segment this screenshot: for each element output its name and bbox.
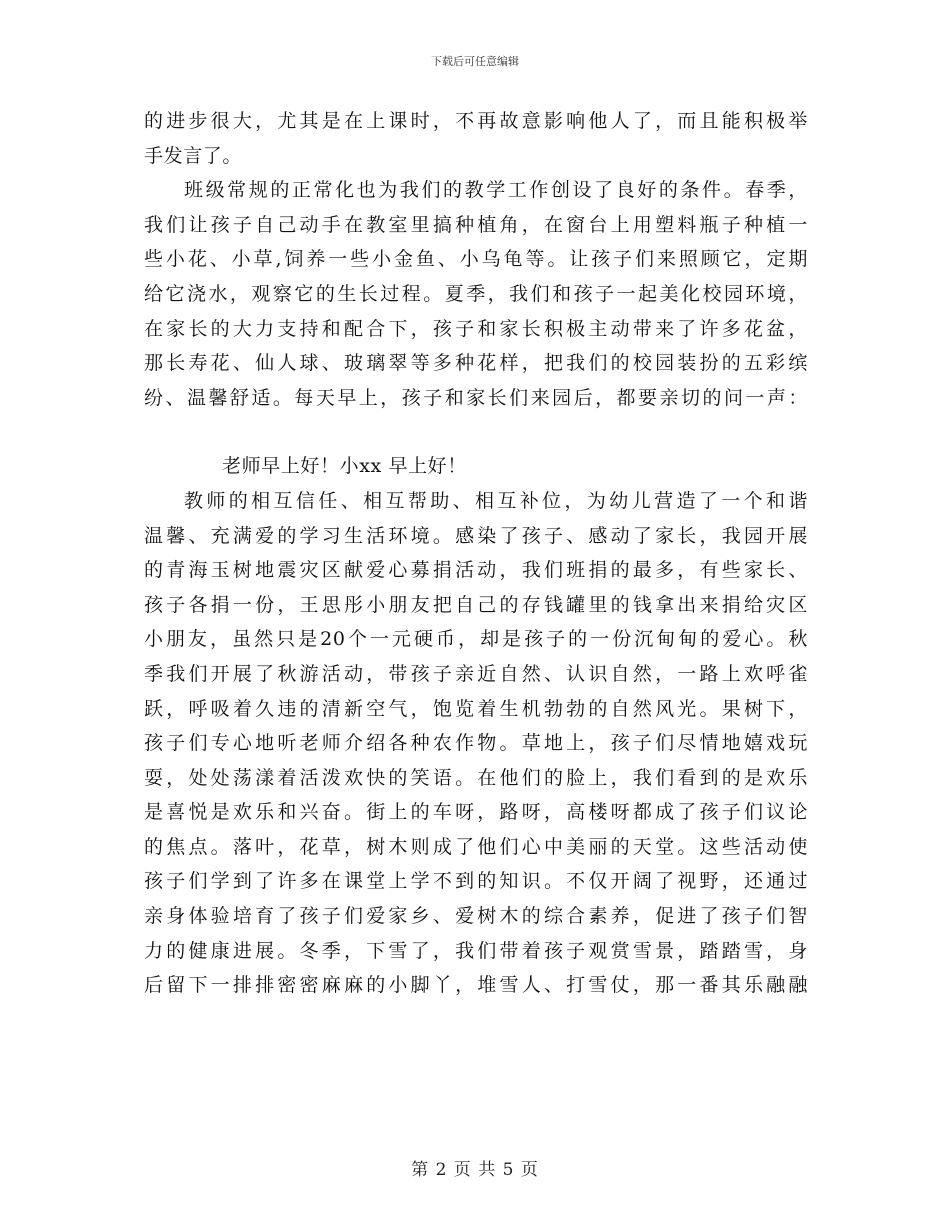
text-line: 力的健康进展。冬季，下雪了，我们带着孩子观赏雪景，踏踏雪，身	[144, 939, 808, 962]
text-line: 些小花、小草,饲养一些小金鱼、小乌龟等。让孩子们来照顾它，定期	[144, 248, 808, 271]
text-line: 耍，处处荡漾着活泼欢快的笑语。在他们的脸上，我们看到的是欢乐	[144, 766, 808, 789]
page-footer: 第 2 页 共 5 页	[411, 1160, 539, 1180]
paragraph-4	[144, 484, 808, 1003]
text-line: 手发言了。	[144, 144, 243, 167]
text-line: 在家长的大力支持和配合下，孩子和家长积极主动带来了许多花盆，	[144, 317, 808, 340]
paragraph-2	[144, 173, 808, 415]
page-header: 下载后可任意编辑	[431, 55, 519, 68]
text-line: 温馨、充满爱的学习生活环境。感染了孩子、感动了家长，我园开展	[144, 524, 808, 547]
text-line: 教师的相互信任、相互帮助、相互补位，为幼儿营造了一个和谐	[184, 489, 808, 512]
text-line: 纷、温馨舒适。每天早上，孩子和家长们来园后，都要亲切的问一声：	[144, 386, 808, 409]
text-line: 那长寿花、仙人球、玻璃翠等多种花样，把我们的校园装扮的五彩缤	[144, 352, 808, 375]
greeting-line: 老师早上好！小xx 早上好！	[222, 455, 467, 478]
text-line: 的进步很大，尤其是在上课时，不再故意影响他人了，而且能积极举	[144, 110, 808, 132]
text-line: 孩子各捐一份，王思彤小朋友把自己的存钱罐里的钱拿出来捐给灾区	[144, 593, 808, 616]
text-line: 给它浇水，观察它的生长过程。夏季，我们和孩子一起美化校园环境，	[144, 282, 808, 305]
text-line: 是喜悦是欢乐和兴奋。街上的车呀，路呀，高楼呀都成了孩子们议论	[144, 801, 808, 824]
text-line: 后留下一排排密密麻麻的小脚丫，堆雪人、打雪仗，那一番其乐融融	[144, 974, 808, 997]
text-line: 季我们开展了秋游活动，带孩子亲近自然、认识自然，一路上欢呼雀	[144, 662, 808, 685]
greeting-paragraph	[144, 449, 808, 484]
document-body	[144, 104, 808, 1003]
text-line: 我们让孩子自己动手在教室里搞种植角，在窗台上用塑料瓶子种植一	[144, 213, 808, 236]
text-line: 的青海玉树地震灾区献爱心募捐活动，我们班捐的最多，有些家长、	[144, 559, 808, 582]
text-line: 孩子们专心地听老师介绍各种农作物。草地上，孩子们尽情地嬉戏玩	[144, 732, 808, 755]
text-line: 亲身体验培育了孩子们爱家乡、爱树木的综合素养，促进了孩子们智	[144, 905, 808, 928]
text-line: 孩子们学到了许多在课堂上学不到的知识。不仅开阔了视野，还通过	[144, 870, 808, 893]
paragraph-1	[144, 104, 808, 173]
text-line: 跃，呼吸着久违的清新空气，饱览着生机勃勃的自然风光。果树下，	[144, 697, 808, 720]
text-line: 班级常规的正常化也为我们的教学工作创设了良好的条件。春季，	[184, 179, 808, 202]
text-line: 的焦点。落叶，花草，树木则成了他们心中美丽的天堂。这些活动使	[144, 835, 808, 858]
paragraph-gap	[144, 415, 808, 449]
text-line: 小朋友，虽然只是20个一元硬币，却是孩子的一份沉甸甸的爱心。秋	[144, 628, 808, 651]
